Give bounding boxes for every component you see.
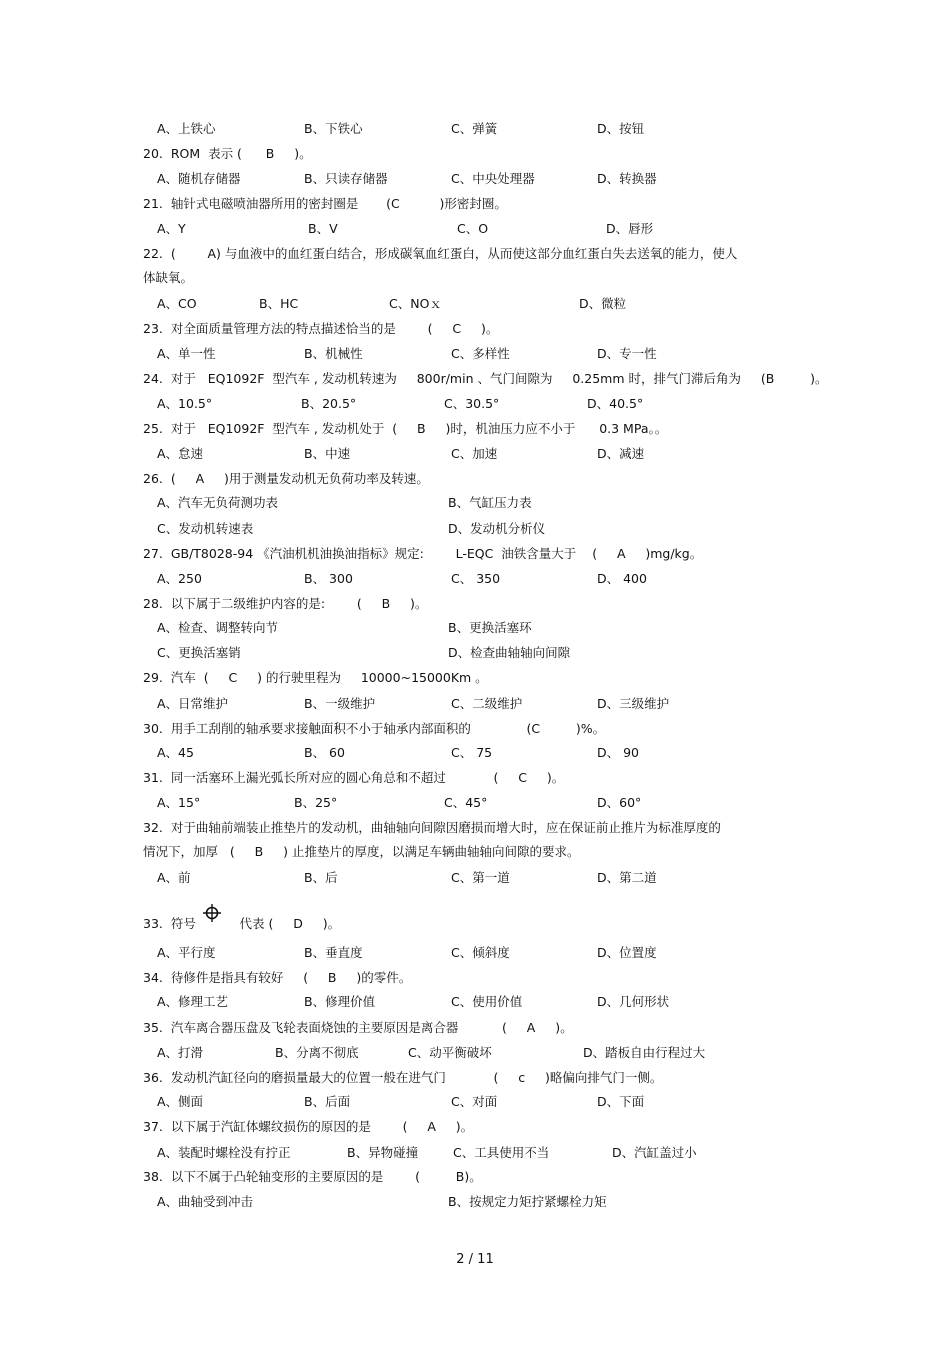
option-r21-2: C、O [457,221,489,236]
option-r22-2: C、NOｘ [389,296,442,311]
option-r32-3: D、第二道 [597,870,657,885]
option-r23-1: B、机械性 [304,346,363,361]
option-r38-0: A、曲轴受到冲击 [157,1194,254,1209]
option-r33-2: C、倾斜度 [451,945,510,960]
option-r21-0: A、Y [157,221,186,236]
question-q38: 38. 以下不属于凸轮轴变形的主要原因的是 ( B)。 [143,1169,482,1184]
option-r26a-0: A、汽车无负荷测功表 [157,495,279,510]
option-r33-0: A、平行度 [157,945,216,960]
option-r31-3: D、60° [597,795,642,810]
option-r22-3: D、微粒 [579,296,627,311]
option-r20-3: D、转换器 [597,171,657,186]
option-r24-2: C、30.5° [444,396,500,411]
option-r25-2: C、加速 [451,446,498,461]
page-number: 2 / 11 [456,1252,494,1267]
option-r36-0: A、侧面 [157,1094,204,1109]
option-r30-1: B、 60 [304,745,345,760]
question-q24: 24. 对于 EQ1092F 型汽车 , 发动机转速为 800r/min 、气门间隙为 0.25mm 时，排气门滞后角为 (B )。 [143,371,828,386]
option-r37-2: C、工具使用不当 [453,1145,550,1160]
option-r29-3: D、三级维护 [597,696,670,711]
question-q34: 34. 待修件是指具有较好 ( B )的零件。 [143,970,412,985]
option-r25-1: B、中速 [304,446,351,461]
option-r30-3: D、 90 [597,745,640,760]
question-q22b: 体缺氧。 [143,270,194,285]
option-r28b-1: D、检查曲轴轴向间隙 [448,645,571,660]
option-r28a-0: A、检查、调整转向节 [157,620,279,635]
position-tolerance-icon [202,903,222,923]
option-r35-2: C、动平衡破坏 [408,1045,492,1060]
question-q37: 37. 以下属于汽缸体螺纹损伤的原因的是 ( A )。 [143,1119,474,1134]
option-r32-1: B、后 [304,870,338,885]
option-r20-2: C、中央处理器 [451,171,535,186]
question-q35: 35. 汽车离合器压盘及飞轮表面烧蚀的主要原因是离合器 ( A )。 [143,1020,573,1035]
question-q26: 26. ( A )用于测量发动机无负荷功率及转速。 [143,471,429,486]
question-q29: 29. 汽车 ( C ) 的行驶里程为 10000~15000Km 。 [143,670,488,685]
option-r35-1: B、分离不彻底 [275,1045,359,1060]
option-r27-1: B、 300 [304,571,353,586]
option-r25-0: A、怠速 [157,446,204,461]
option-r32-0: A、前 [157,870,191,885]
option-r34-1: B、修理价值 [304,994,376,1009]
option-r24-0: A、10.5° [157,396,213,411]
option-r38-1: B、按规定力矩拧紧螺栓力矩 [448,1194,607,1209]
option-r27-2: C、 350 [451,571,501,586]
option-r1-0: A、上铁心 [157,121,216,136]
option-r33-1: B、垂直度 [304,945,363,960]
question-q27: 27. GB/T8028-94 《汽油机机油换油指标》规定: L-EQC 油铁含量大于 ( A )mg/kg。 [143,546,703,561]
question-q33: 33. 符号 代表 ( D )。 [143,916,341,931]
question-q21: 21. 轴针式电磁喷油器所用的密封圈是 (C )形密封圈。 [143,196,507,211]
option-r27-0: A、250 [157,571,202,586]
option-r20-1: B、只读存储器 [304,171,388,186]
option-r35-3: D、踏板自由行程过大 [583,1045,706,1060]
question-q20: 20. ROM 表示 ( B )。 [143,146,312,161]
option-r21-1: B、V [308,221,338,236]
question-q22: 22. ( A) 与血液中的血红蛋白结合，形成碳氧血红蛋白，从而使这部分血红蛋白失去送氧的能力，使人 [143,246,738,261]
option-r22-0: A、CO [157,296,197,311]
option-r23-0: A、单一性 [157,346,216,361]
option-r28b-0: C、更换活塞销 [157,645,241,660]
question-q25: 25. 对于 EQ1092F 型汽车 , 发动机处于 ( B )时，机油压力应不小于 0.3 MPa。。 [143,421,668,436]
question-q32b: 情况下，加厚 ( B ) 止推垫片的厚度，以满足车辆曲轴轴向间隙的要求。 [143,844,580,859]
option-r30-0: A、45 [157,745,194,760]
option-r37-1: B、异物碰撞 [347,1145,419,1160]
option-r29-1: B、一级维护 [304,696,376,711]
option-r22-1: B、HC [259,296,299,311]
question-q31: 31. 同一活塞环上漏光弧长所对应的圆心角总和不超过 ( C )。 [143,770,565,785]
option-r20-0: A、随机存储器 [157,171,241,186]
option-r30-2: C、 75 [451,745,493,760]
option-r23-3: D、专一性 [597,346,657,361]
option-r25-3: D、减速 [597,446,645,461]
option-r33-3: D、位置度 [597,945,657,960]
option-r27-3: D、 400 [597,571,647,586]
option-r28a-1: B、更换活塞环 [448,620,532,635]
option-r36-3: D、下面 [597,1094,645,1109]
option-r36-2: C、对面 [451,1094,498,1109]
option-r31-2: C、45° [444,795,488,810]
option-r29-0: A、日常维护 [157,696,229,711]
option-r1-2: C、弹簧 [451,121,498,136]
option-r1-1: B、下铁心 [304,121,363,136]
option-r24-3: D、40.5° [587,396,644,411]
option-r23-2: C、多样性 [451,346,510,361]
option-r36-1: B、后面 [304,1094,351,1109]
option-r37-0: A、装配时螺栓没有拧正 [157,1145,291,1160]
question-q32: 32. 对于曲轴前端装止推垫片的发动机，曲轴轴向间隙因磨损而增大时，应在保证前止推片为标准厚度的 [143,820,721,835]
option-r31-0: A、15° [157,795,201,810]
option-r34-2: C、使用价值 [451,994,523,1009]
option-r31-1: B、25° [294,795,338,810]
option-r26b-1: D、发动机分析仪 [448,521,546,536]
option-r34-3: D、几何形状 [597,994,670,1009]
question-q36: 36. 发动机汽缸径向的磨损量最大的位置一般在进气门 ( c )略偏向排气门一侧。 [143,1070,663,1085]
question-q30: 30. 用手工刮削的轴承要求接触面积不小于轴承内部面积的 (C )%。 [143,721,606,736]
option-r21-3: D、唇形 [606,221,654,236]
option-r35-0: A、打滑 [157,1045,204,1060]
question-q23: 23. 对全面质量管理方法的特点描述恰当的是 ( C )。 [143,321,499,336]
question-q28: 28. 以下属于二级维护内容的是: ( B )。 [143,596,428,611]
option-r32-2: C、第一道 [451,870,510,885]
option-r26a-1: B、气缸压力表 [448,495,532,510]
option-r1-3: D、按钮 [597,121,645,136]
option-r34-0: A、修理工艺 [157,994,229,1009]
option-r29-2: C、二级维护 [451,696,523,711]
option-r37-3: D、汽缸盖过小 [612,1145,697,1160]
option-r26b-0: C、发动机转速表 [157,521,254,536]
option-r24-1: B、20.5° [301,396,357,411]
